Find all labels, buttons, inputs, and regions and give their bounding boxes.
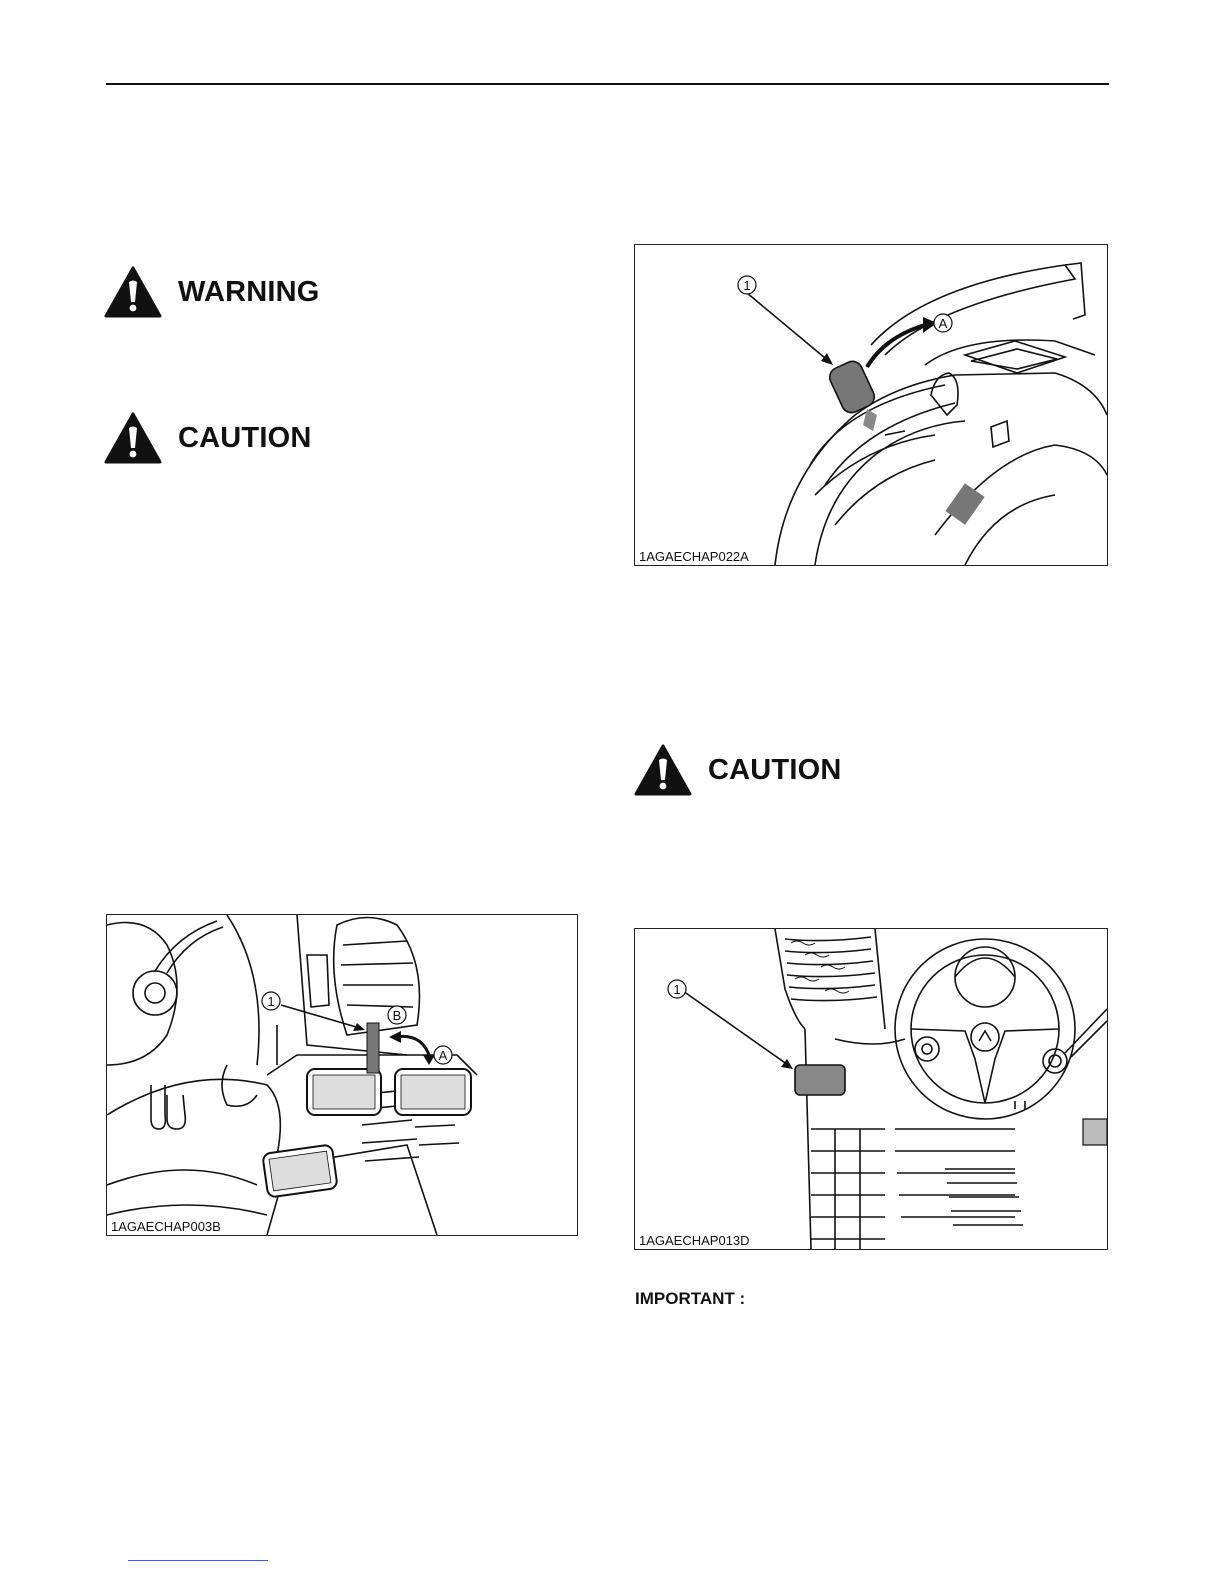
caution-alert-2	[634, 744, 842, 796]
caution-triangle-icon	[104, 412, 162, 464]
callout-1-label: 1	[267, 994, 275, 1009]
callout-1-label: 1	[743, 278, 751, 293]
steering-panel-illustration	[635, 929, 1107, 1249]
callout-a-label: A	[438, 1048, 448, 1063]
important-label: IMPORTANT :	[635, 1289, 746, 1308]
warning-triangle-icon	[104, 266, 162, 318]
figure-code: 1AGAECHAP013D	[639, 1233, 753, 1248]
callout-a-label: A	[938, 316, 948, 331]
parking-lever-figure	[634, 244, 1108, 566]
brake-pedal-illustration	[107, 915, 577, 1235]
figure-code: 1AGAECHAP022A	[639, 549, 752, 564]
parking-lever-illustration	[635, 245, 1107, 565]
steering-panel-figure	[634, 928, 1108, 1250]
brake-pedal-figure	[106, 914, 578, 1236]
figure-code: 1AGAECHAP003B	[111, 1219, 224, 1234]
footer-link-underline[interactable]	[128, 1560, 268, 1561]
caution-label-2: CAUTION	[708, 753, 842, 786]
callout-1-label: 1	[673, 982, 681, 997]
caution-alert	[104, 412, 312, 464]
warning-alert	[104, 266, 320, 318]
caution-label: CAUTION	[178, 421, 312, 454]
header-rule	[106, 83, 1109, 85]
caution-triangle-icon	[634, 744, 692, 796]
warning-label: WARNING	[178, 275, 320, 308]
callout-b-label: B	[392, 1008, 402, 1023]
